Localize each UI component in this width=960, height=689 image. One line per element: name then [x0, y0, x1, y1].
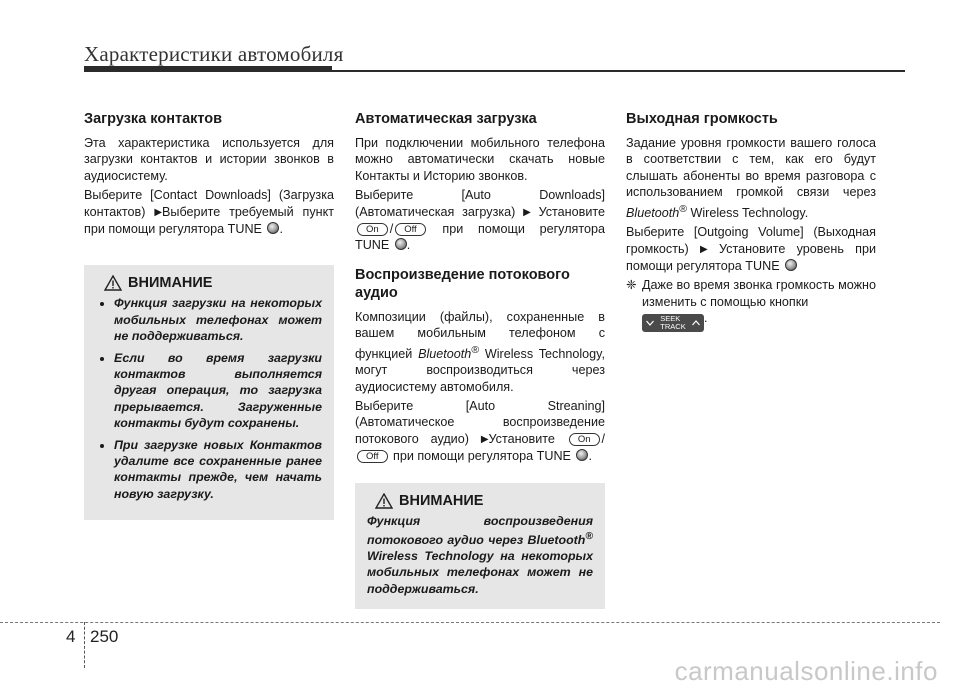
warning-item: • Функция загрузки на некоторых мобильных телефонах может не поддерживаться. — [114, 295, 322, 344]
set-label: Установите — [538, 204, 605, 219]
section-heading-auto-download: Автоматическая загрузка — [355, 111, 537, 127]
watermark: carmanualsonline.info — [674, 656, 938, 686]
volume-intro-text: Задание уровня громкости вашего голоса в соответствии с тем, как его будут слышать абоненты во время разговора с использованием громкой связи через — [626, 136, 876, 200]
set-label: Установите — [488, 431, 555, 446]
period: . — [406, 238, 411, 253]
warning-box-streaming — [355, 483, 605, 609]
paragraph-contacts-intro: Эта характеристика используется для загрузки контактов и истории звонков в аудиосистему. — [84, 136, 334, 183]
arrow-right-icon: ▶ — [523, 206, 531, 218]
chapter-number: 4 — [66, 627, 76, 646]
streaming-intro-text: Композиции (файлы), сохраненные в вашем мобильным телефоном с функцией — [355, 309, 605, 361]
arrow-right-icon: ▶ — [700, 243, 708, 255]
tune-knob-icon — [576, 449, 588, 461]
registered-mark: ® — [471, 343, 480, 356]
track-label: TRACK — [660, 322, 686, 332]
warning-list — [96, 295, 322, 501]
note-body — [642, 277, 876, 332]
column-outgoing-volume — [626, 110, 876, 332]
warning-item: • Если во время загрузки контактов выполняется другая операция, то загрузка прерывается. Загруженные контакты будут сохранены. — [114, 350, 322, 431]
streaming-intro-text-2: Wireless Technology, могут воспроизводиться через аудиосистему автомобиля. — [355, 346, 606, 394]
section-heading-streaming: Воспроизведение потокового аудио — [355, 266, 570, 301]
paragraph-volume-intro — [626, 135, 876, 221]
bluetooth-brand: Bluetooth — [418, 346, 472, 361]
bluetooth-brand: Bluetooth — [527, 533, 586, 548]
warning-triangle-icon — [375, 493, 393, 509]
period: . — [588, 449, 592, 464]
chevron-up-icon — [692, 320, 700, 326]
page-number: 250 — [90, 627, 119, 646]
seek-track-label — [660, 315, 685, 331]
header-rule-thick — [84, 66, 332, 72]
paragraph-streaming-intro — [355, 309, 605, 395]
warning-title: ВНИМАНИЕ — [399, 492, 484, 509]
volume-step-set: Установите уровень при помощи регулятора TUNE — [626, 241, 876, 274]
volume-step-select: Выберите [Outgoing Volume] (Выходная громкость) — [626, 225, 876, 256]
warning-header — [104, 275, 322, 291]
contacts-step-choose: Выберите требуемый пункт при помощи регулятора TUNE — [84, 204, 334, 237]
tune-knob-icon — [267, 222, 279, 234]
streaming-step-tune: при помощи регулятора TUNE — [393, 449, 571, 464]
note-text: Даже во время звонка громкость можно изменить с помощью кнопки — [642, 278, 876, 309]
section-heading-outgoing-volume: Выходная громкость — [626, 111, 778, 127]
slash: / — [601, 431, 605, 446]
seek-label: SEEK — [660, 314, 681, 324]
period: . — [704, 311, 708, 326]
warning-box-contacts — [84, 265, 334, 519]
footer-divider — [84, 622, 85, 668]
auto-download-step-tune: при помощи регулятора TUNE — [355, 222, 606, 253]
streaming-step-select: Выберите [Auto Streaning] (Автоматическое воспроизведение потокового аудио) — [355, 399, 605, 446]
registered-mark: ® — [679, 202, 687, 215]
note-volume — [626, 277, 876, 332]
slash: / — [389, 222, 394, 237]
header-rule-thin — [332, 70, 905, 72]
section-heading-contacts: Загрузка контактов — [84, 111, 223, 127]
off-button-icon: Off — [357, 450, 388, 463]
paragraph-streaming-steps — [355, 398, 605, 465]
contacts-step-select: Выберите [Contact Downloads] (Загрузка контактов) — [84, 188, 334, 219]
chevron-down-icon — [646, 320, 654, 326]
arrow-right-icon: ▶ — [154, 206, 163, 218]
paragraph-volume-steps — [626, 224, 876, 274]
note-mark-icon: ❈ — [626, 278, 637, 293]
column-contacts-download — [84, 110, 334, 520]
bluetooth-brand: Bluetooth — [626, 205, 680, 220]
on-button-icon: On — [357, 223, 388, 236]
warning-item: • При загрузке новых Контактов удалите все сохраненные ранее контакты прежде, чем начать новую загрузку. — [114, 437, 322, 502]
tune-knob-icon — [395, 238, 407, 250]
auto-download-step-select: Выберите [Auto Downloads] (Автоматическая загрузка) — [355, 188, 605, 219]
footer-rule — [0, 622, 940, 623]
seek-track-button-icon — [642, 314, 704, 332]
arrow-right-icon: ▶ — [480, 433, 489, 445]
column-auto-download — [355, 110, 605, 609]
volume-intro-text-2: Wireless Technology. — [690, 205, 809, 220]
warning-text-b: Wireless Technology на некоторых мобильных телефонах может не поддерживаться. — [367, 549, 593, 596]
warning-title: ВНИМАНИЕ — [128, 275, 213, 292]
warning-triangle-icon — [104, 275, 122, 291]
paragraph-contacts-steps — [84, 187, 334, 237]
warning-header — [375, 493, 593, 509]
warning-text — [367, 513, 593, 597]
page-header-title: Характеристики автомобиля — [84, 42, 344, 66]
paragraph-auto-download-intro: При подключении мобильного телефона можно автоматически скачать новые Контакты и Историю звонков. — [355, 136, 605, 183]
tune-knob-icon — [785, 259, 797, 271]
period: . — [279, 222, 283, 237]
off-button-icon: Off — [395, 223, 426, 236]
warning-text-a: Функция воспроизведения потокового аудио через — [367, 513, 593, 548]
paragraph-auto-download-steps — [355, 187, 605, 254]
registered-mark: ® — [585, 530, 593, 542]
on-button-icon: On — [569, 433, 600, 446]
